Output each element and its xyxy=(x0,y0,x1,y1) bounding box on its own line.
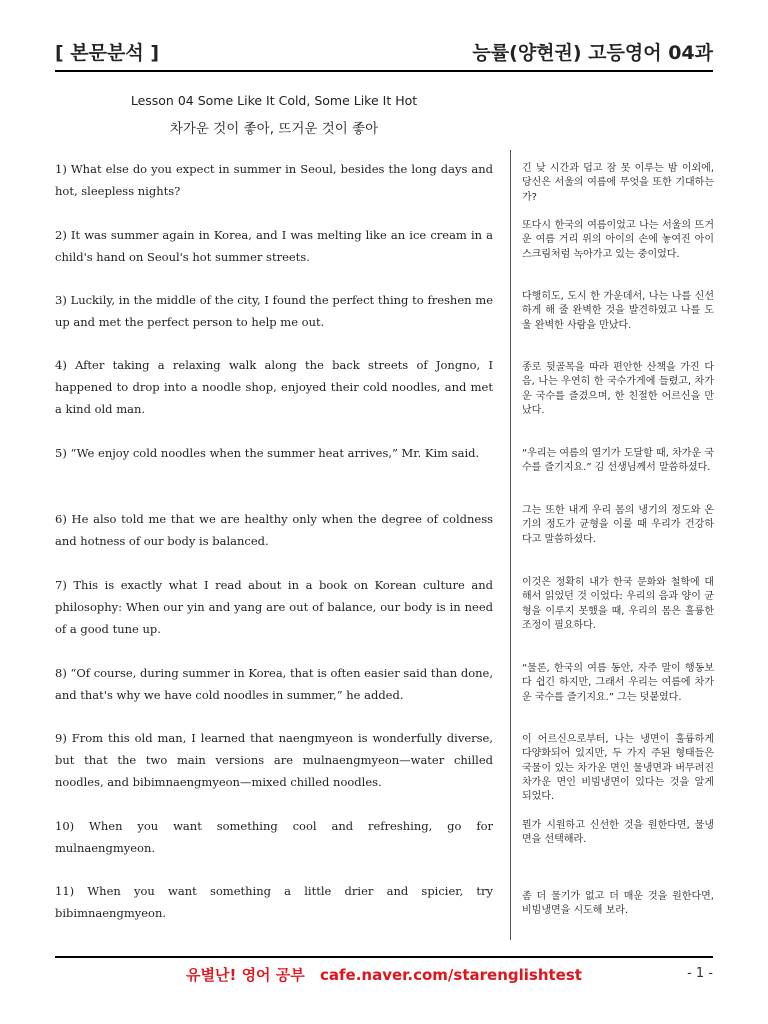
sentence-number: 1) xyxy=(55,162,67,176)
sentence-korean: 좀 더 물기가 없고 더 매운 것을 원한다면, 비빔냉면을 시도해 보라. xyxy=(522,891,714,917)
sentence-korean: 그는 또한 내게 우리 몸의 냉기의 정도와 온기의 정도가 균형을 이룰 때 우리가 건강하다고 말씀하셨다. xyxy=(522,505,714,545)
lesson-title-korean: 차가운 것이 좋아, 뜨거운 것이 좋아 xyxy=(169,121,379,137)
course-label: 능률(양현권) 고등영어 04과 xyxy=(472,42,713,64)
footer-brand: 유별난! 영어 공부 xyxy=(186,966,305,984)
sentence-number: 10) xyxy=(55,819,75,833)
sentence-text: It was summer again in Korea, and I was melting like an ice cream in a child's hand on Seoul's hot summer streets. xyxy=(55,228,493,264)
sentence-english xyxy=(55,354,493,420)
page-number: - 1 - xyxy=(687,966,713,981)
page-header xyxy=(55,36,713,72)
sentence-english xyxy=(55,727,493,793)
sentence-text: When you want something a little drier and spicier, try bibimnaengmyeon. xyxy=(55,884,493,920)
sentence-text: When you want something cool and refreshing, go for mulnaengmyeon. xyxy=(55,819,494,855)
sentence-korean: 또다시 한국의 여름이었고 나는 서울의 뜨거운 여름 거리 위의 아이의 손에 놓여진 아이스크림처럼 녹아가고 있는 중이었다. xyxy=(522,220,714,260)
sentence-korean: 뭔가 시원하고 신선한 것을 원한다면, 물냉면을 선택해라. xyxy=(522,820,714,846)
sentence-text: After taking a relaxing walk along the back streets of Jongno, I happened to drop into a noodle shop, enjoyed their cold noodles, and met a kind old man. xyxy=(55,358,493,416)
sentence-text: “Of course, during summer in Korea, that is often easier said than done, and that's why we have cold noodles in summer,” he added. xyxy=(55,666,493,702)
sentence-korean: 이 어르신으로부터, 나는 냉면이 훌륭하게 다양화되어 있지만, 두 가지 주된 형태들은 국물이 있는 차가운 면인 물냉면과 버무려진 차가운 면인 비빔냉면이 있다는 것을 알게 되었다. xyxy=(522,734,714,803)
lesson-title-english: Lesson 04 Some Like It Cold, Some Like It Hot xyxy=(130,93,418,108)
sentence-english xyxy=(55,289,493,333)
sentence-english xyxy=(55,574,493,640)
sentence-english xyxy=(55,508,493,552)
footer-divider xyxy=(55,956,713,958)
sentence-english xyxy=(55,158,493,202)
sentence-text: “We enjoy cold noodles when the summer heat arrives,” Mr. Kim said. xyxy=(70,446,480,460)
sentence-number: 3) xyxy=(55,293,67,307)
page-footer xyxy=(0,964,768,985)
sentence-korean: “물론, 한국의 여름 동안, 자주 말이 행동보다 쉽긴 하지만, 그래서 우리는 여름에 차가운 국수를 즐기지요.” 그는 덧붙였다. xyxy=(522,663,714,703)
sentence-text: From this old man, I learned that naengmyeon is wonderfully diverse, but that the two main versions are mulnaengmyeon—water chilled noodles, and bibimnaengmyeon—mixed chilled noodles. xyxy=(55,731,494,789)
sentence-english xyxy=(55,662,493,706)
sentence-number: 9) xyxy=(55,731,67,745)
footer-site-link[interactable]: cafe.naver.com/starenglishtest xyxy=(319,966,582,984)
sentence-number: 4) xyxy=(55,358,67,372)
sentence-text: Luckily, in the middle of the city, I found the perfect thing to freshen me up and met the perfect person to help me out. xyxy=(55,293,494,329)
sentence-number: 2) xyxy=(55,228,67,242)
sentence-korean: 종로 뒷골목을 따라 편안한 산책을 가진 다음, 나는 우연히 한 국수가게에 들렸고, 차가운 국수를 즐겼으며, 한 친절한 어르신을 만났다. xyxy=(522,362,714,416)
sentence-number: 7) xyxy=(55,578,67,592)
sentence-english xyxy=(55,224,493,268)
sentence-number: 5) xyxy=(55,446,67,460)
sentence-english xyxy=(55,442,493,464)
column-divider xyxy=(510,150,511,940)
sentence-korean: 긴 낮 시간과 덥고 잠 못 이루는 밤 이외에, 당신은 서울의 여름에 무엇을 또한 기대하는가? xyxy=(522,163,714,203)
sentence-number: 6) xyxy=(55,512,67,526)
section-label: [ 본문분석 ] xyxy=(55,42,160,64)
sentence-text: He also told me that we are healthy only when the degree of coldness and hotness of our body is balanced. xyxy=(55,512,494,548)
sentence-korean: 이것은 정확히 내가 한국 문화와 철학에 대해서 읽었던 것 이었다: 우리의 음과 양이 균형을 이루지 못했을 때, 우리의 몸은 훌륭한 조정이 필요하다. xyxy=(522,577,714,631)
sentence-text: This is exactly what I read about in a book on Korean culture and philosophy: When our yin and yang are out of balance, our body is in need of a good tune up. xyxy=(55,578,494,636)
sentence-text: What else do you expect in summer in Seoul, besides the long days and hot, sleepless nights? xyxy=(55,162,494,198)
sentence-korean: “우리는 여름의 열기가 도달할 때, 차가운 국수를 즐기지요.” 김 선생님께서 말씀하셨다. xyxy=(522,448,714,474)
sentence-number: 11) xyxy=(55,884,75,898)
sentence-english xyxy=(55,815,493,859)
sentence-number: 8) xyxy=(55,666,67,680)
sentence-korean: 다행히도, 도시 한 가운데서, 나는 나를 신선하게 해 줄 완벽한 것을 발견하였고 나를 도울 완벽한 사람을 만났다. xyxy=(522,291,714,331)
sentence-english xyxy=(55,880,493,924)
